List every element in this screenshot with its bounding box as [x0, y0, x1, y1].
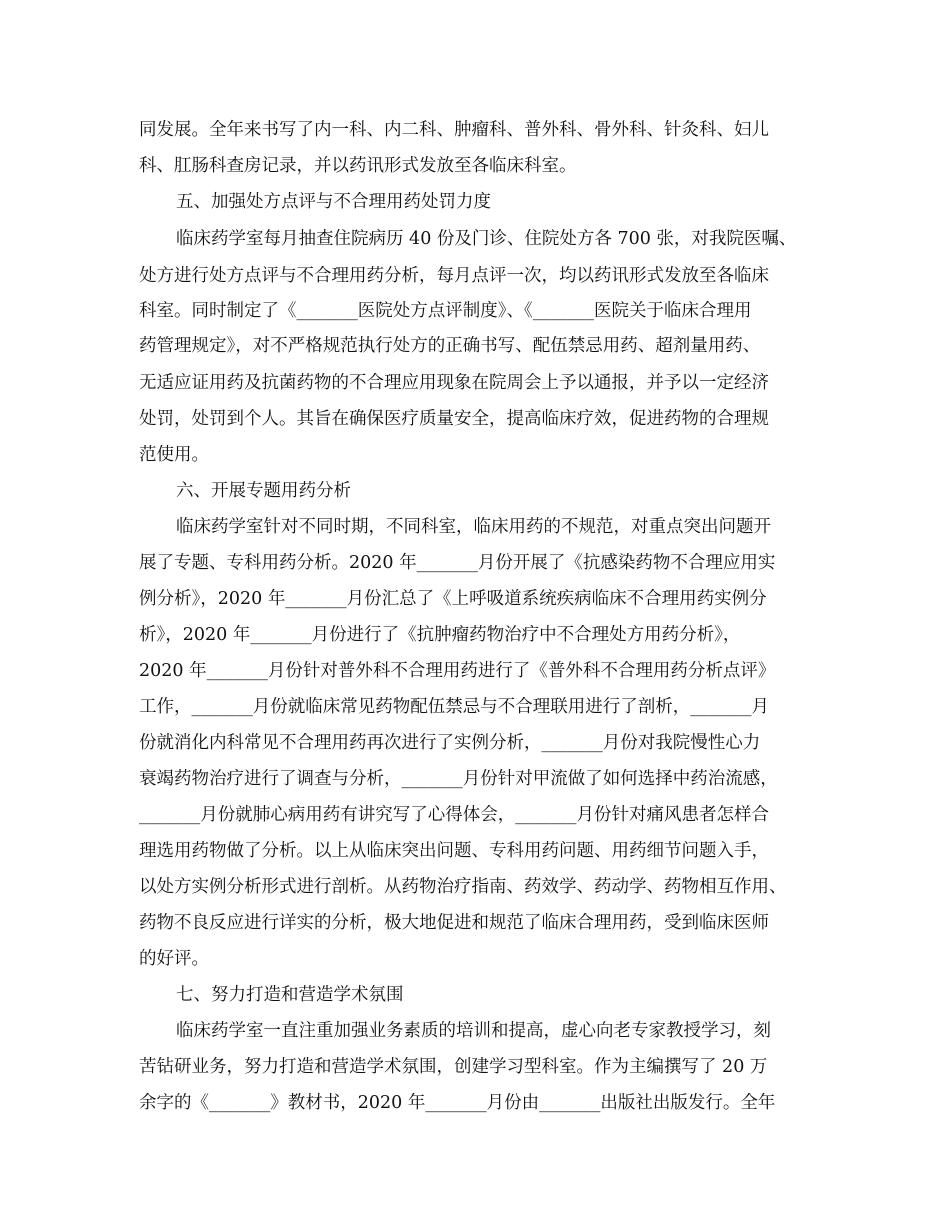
paragraph-line: 余字的《_______》教材书，2020 年_______月份由_______出版社出版发行。全年: [139, 1093, 776, 1113]
paragraph-line: 份就消化内科常见不合理用药再次进行了实例分析，_______月份对我院慢性心力: [139, 733, 761, 753]
paragraph-line: _______月份就肺心病用药有讲究写了心得体会，_______月份针对痛风患者怎样合: [139, 805, 769, 825]
paragraph-line: 处方进行处方点评与不合理用药分析，每月点评一次，均以药讯形式发放至各临床: [139, 266, 769, 286]
paragraph-line: 工作，_______月份就临床常见药物配伍禁忌与不合理联用进行了剖析，_______月: [139, 697, 769, 717]
paragraph-line: 展了专题、专科用药分析。2020 年_______月份开展了《抗感染药物不合理应用实: [139, 553, 776, 573]
paragraph-line: 临床药学室每月抽查住院病历 40 份及门诊、住院处方各 700 张，对我院医嘱、: [176, 229, 797, 249]
paragraph-line: 同发展。全年来书写了内一科、内二科、肿瘤科、普外科、骨外科、针灸科、妇儿: [139, 120, 769, 140]
paragraph-line: 析》，2020 年_______月份进行了《抗肿瘤药物治疗中不合理处方用药分析》，: [139, 625, 741, 645]
paragraph-line: 处罚，处罚到个人。其旨在确保医疗质量安全，提高临床疗效，促进药物的合理规: [139, 409, 769, 429]
paragraph-line: 临床药学室针对不同时期，不同科室，临床用药的不规范，对重点突出问题开: [176, 517, 771, 537]
paragraph-line: 科室。同时制定了《_______医院处方点评制度》、《_______医院关于临床合理用: [139, 301, 752, 321]
paragraph-line: 科、肛肠科查房记录，并以药讯形式发放至各临床科室。: [139, 156, 577, 176]
paragraph-line: 以处方实例分析形式进行剖析。从药物治疗指南、药效学、药动学、药物相互作用、: [139, 877, 787, 897]
paragraph-line: 范使用。: [139, 445, 209, 465]
section-heading: 五、加强处方点评与不合理用药处罚力度: [176, 192, 491, 212]
paragraph-line: 例分析》，2020 年_______月份汇总了《上呼吸道系统疾病临床不合理用药实例分: [139, 589, 767, 609]
paragraph-line: 药物不良反应进行详实的分析，极大地促进和规范了临床合理用药，受到临床医师: [139, 913, 769, 933]
section-heading: 六、开展专题用药分析: [176, 481, 351, 501]
paragraph-line: 的好评。: [139, 949, 209, 969]
paragraph-line: 衰竭药物治疗进行了调查与分析，_______月份针对甲流做了如何选择中药治流感，: [139, 769, 778, 789]
paragraph-line: 理选用药物做了分析。以上从临床突出问题、专科用药问题、用药细节问题入手，: [139, 841, 769, 861]
paragraph-line: 药管理规定》，对不严格规范执行处方的正确书写、配伍禁忌用药、超剂量用药、: [139, 336, 761, 356]
paragraph-line: 临床药学室一直注重加强业务素质的培训和提高，虚心向老专家教授学习，刻: [176, 1021, 771, 1041]
paragraph-line: 苦钻研业务，努力打造和营造学术氛围，创建学习型科室。作为主编撰写了 20 万: [139, 1057, 768, 1077]
section-heading: 七、努力打造和营造学术氛围: [176, 985, 404, 1005]
paragraph-line: 2020 年_______月份针对普外科不合理用药进行了《普外科不合理用药分析点评》: [139, 661, 776, 681]
paragraph-line: 无适应证用药及抗菌药物的不合理应用现象在院周会上予以通报，并予以一定经济: [139, 373, 769, 393]
